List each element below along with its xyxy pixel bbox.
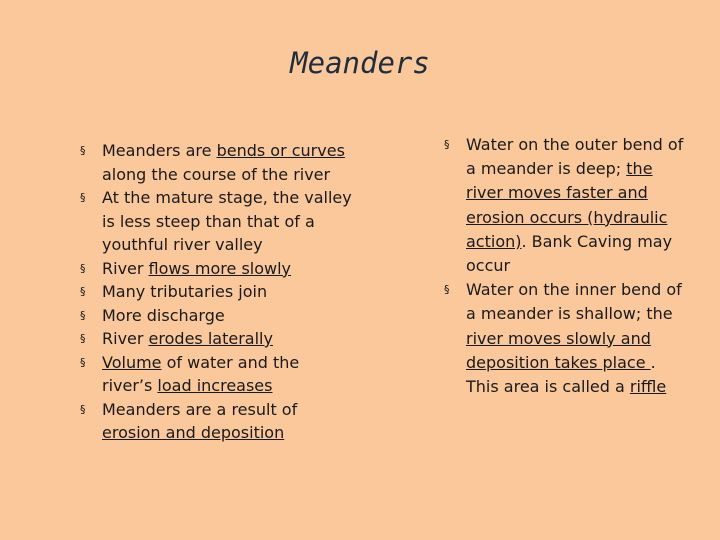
underlined-text: the river moves faster and erosion occurs (hydraulic action) [466, 159, 668, 251]
bullet-item [78, 139, 363, 186]
text-segment: along the course of the river [102, 164, 331, 184]
text-segment: Meanders are a result of [102, 399, 298, 419]
underlined-text: river moves slowly and deposition takes place [466, 328, 651, 372]
bullet-text [102, 186, 352, 257]
text-segment: . Bank Caving may occur [466, 231, 673, 276]
bullet-item [78, 398, 363, 445]
bullet-text [102, 327, 352, 351]
bullet-marker-icon: § [80, 308, 86, 322]
bullet-text [102, 304, 352, 328]
bullet-marker-icon: § [444, 283, 450, 297]
bullet-text [102, 139, 352, 186]
bullet-marker-icon: § [80, 402, 86, 416]
bullet-text [102, 398, 352, 445]
bullet-text [102, 257, 352, 281]
bullet-item [78, 280, 363, 304]
bullet-text [466, 278, 688, 399]
underlined-text: flows more slowly [148, 258, 292, 278]
bullet-marker-icon: § [80, 285, 86, 298]
text-segment: At the mature stage, the valley is less steep than that of a youthful river valley [102, 188, 352, 254]
text-segment: More discharge [102, 305, 225, 325]
bullet-item [78, 257, 363, 281]
bullet-marker-icon: § [80, 332, 86, 345]
bullet-item [442, 133, 692, 278]
text-segment: River [102, 329, 149, 348]
underlined-text: Volume [102, 352, 162, 372]
right-bullet-list [442, 133, 692, 399]
bullet-item [78, 351, 363, 398]
slide-title: Meanders [290, 46, 430, 80]
bullet-item [78, 186, 363, 257]
left-bullet-list [78, 139, 363, 445]
bullet-marker-icon: § [444, 138, 450, 151]
underlined-text: load increases [157, 376, 273, 395]
text-segment: Many tributaries join [102, 282, 268, 301]
bullet-marker-icon: § [80, 355, 86, 369]
text-segment: Water on the inner bend of a meander is shallow; the [466, 280, 682, 324]
text-segment: . This area is called a [466, 352, 656, 397]
underlined-text: erosion and deposition [102, 423, 285, 442]
underlined-text: riffle [629, 377, 667, 397]
bullet-marker-icon: § [80, 191, 86, 204]
text-segment: of water and the river’s [102, 352, 300, 395]
bullet-marker-icon: § [80, 261, 86, 275]
underlined-text: bends or curves [216, 141, 345, 160]
bullet-item [78, 304, 363, 328]
underlined-text: erodes laterally [148, 329, 273, 348]
bullet-text [102, 280, 352, 304]
bullet-item [442, 278, 692, 399]
bullet-text [102, 351, 352, 398]
bullet-item [78, 327, 363, 351]
text-segment: Meanders are [102, 141, 217, 160]
text-segment: Water on the outer bend of a meander is deep; [466, 135, 684, 179]
bullet-text [466, 133, 688, 278]
bullet-marker-icon: § [80, 144, 86, 157]
text-segment: River [102, 258, 149, 278]
